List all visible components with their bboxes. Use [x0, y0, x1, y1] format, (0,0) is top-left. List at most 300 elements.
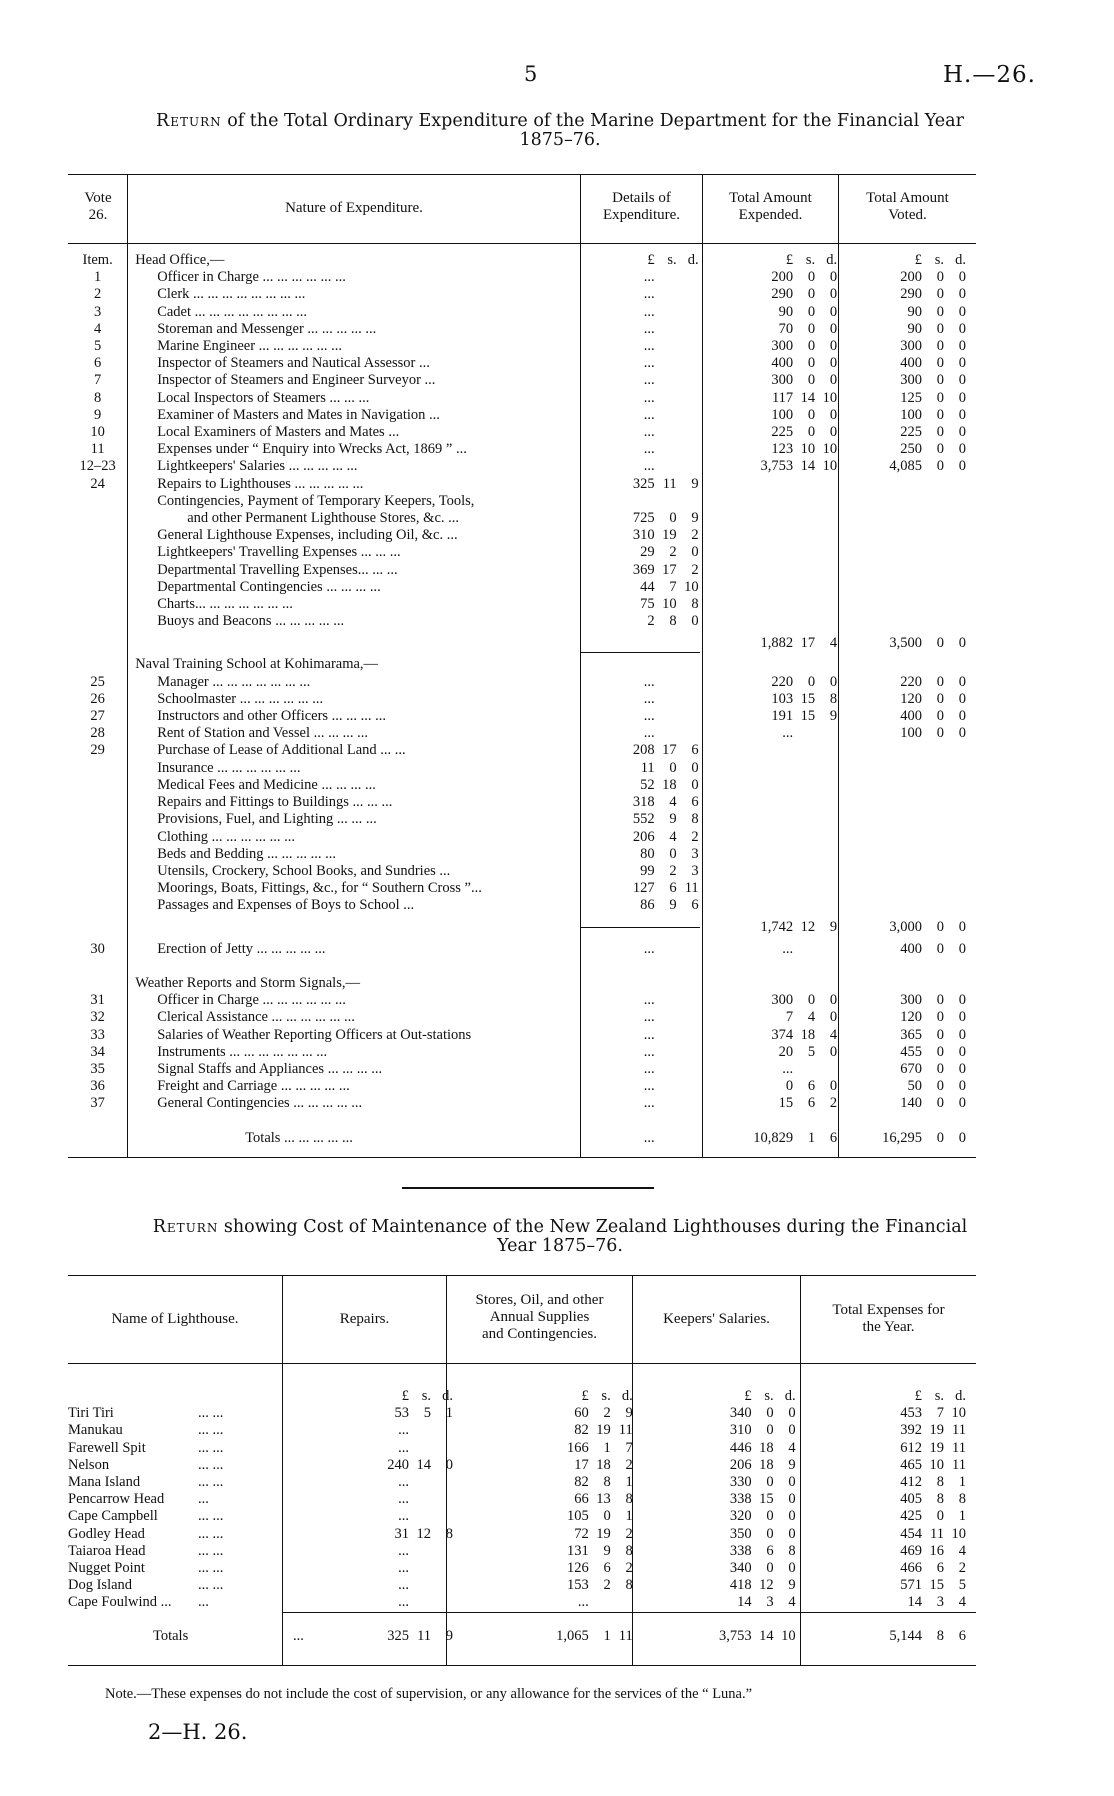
table-row [68, 760, 976, 777]
amount-shillings: 0 [936, 424, 944, 441]
amount-pounds: 60 [574, 1405, 589, 1422]
amount-pence: 0 [958, 1060, 966, 1077]
amount-shillings: 3 [936, 1594, 944, 1611]
amount-shillings: 17 [662, 561, 677, 578]
amount-pence [431, 1543, 453, 1560]
t2-header-repairs: Repairs. [339, 1311, 390, 1327]
amount-shillings: 0 [669, 759, 677, 776]
amount-pence: 8 [958, 1491, 966, 1508]
amount-shillings: 0 [936, 320, 944, 337]
amount-pence: 0 [829, 355, 838, 372]
amount-pence: 0 [958, 940, 966, 957]
amount-shillings: 17 [662, 742, 677, 759]
table1-top-rule [68, 174, 976, 175]
amount-pounds: 240 [387, 1456, 410, 1473]
amount-pence [677, 1130, 699, 1147]
return1-title-rest: of the Total Ordinary Expenditure of the Marine Department for the Financial Year [221, 111, 964, 131]
expenditure-nature: Provisions, Fuel, and Lighting ... ... ... [157, 811, 377, 828]
amount-shillings: 14 [800, 389, 816, 406]
amount-pounds: 300 [771, 992, 794, 1009]
amount-pence: 8 [625, 1491, 633, 1508]
amount-shillings: 8 [603, 1474, 611, 1491]
table-row [68, 630, 976, 656]
amount-shillings: s. [421, 1388, 432, 1404]
amount-pounds: ... [643, 1078, 655, 1095]
table-row [68, 476, 976, 493]
table-row [68, 304, 976, 321]
amount-shillings: 0 [766, 1405, 774, 1422]
amount-pounds: 1,742 [760, 918, 794, 935]
amount-shillings: 5 [807, 1043, 816, 1060]
amount-pence [677, 321, 699, 338]
amount-pounds: 412 [900, 1474, 922, 1491]
amount-pounds: 340 [729, 1560, 752, 1577]
amount-shillings: 0 [807, 424, 816, 441]
amount-shillings [655, 725, 677, 742]
amount-shillings: 11 [662, 475, 677, 492]
amount-pounds: 200 [771, 269, 794, 286]
amount-pence [431, 1508, 453, 1525]
expenditure-nature: Instructors and other Officers ... ... ... ... [157, 708, 387, 725]
amount-pounds: 290 [900, 286, 922, 303]
item-number [68, 897, 127, 914]
amount-shillings: 19 [929, 1422, 944, 1439]
amount-shillings: 0 [936, 708, 944, 725]
amount-shillings: 8 [669, 613, 677, 630]
table-row [68, 1027, 976, 1044]
amount-pence: 1 [958, 1508, 966, 1525]
amount-pounds: 126 [566, 1560, 589, 1577]
amount-shillings [655, 424, 677, 441]
expenditure-nature: Weather Reports and Storm Signals,— [135, 974, 360, 991]
amount-pence [815, 725, 837, 742]
item-number: 8 [93, 389, 102, 406]
table2-bottom-rule [68, 1665, 976, 1666]
amount-pounds: 350 [729, 1525, 752, 1542]
item-number [68, 493, 127, 510]
amount-pounds: ... [643, 372, 655, 389]
amount-shillings [409, 1440, 431, 1457]
amount-pounds: ... [398, 1560, 410, 1577]
amount-shillings: 8 [936, 1491, 944, 1508]
expenditure-nature: Officer in Charge ... ... ... ... ... ... [157, 269, 346, 286]
lighthouse-name: Tiri Tiri [68, 1405, 114, 1422]
header-voted-line1: Total Amount [866, 190, 949, 206]
item-number: 9 [93, 406, 102, 423]
amount-pounds: 325 [632, 475, 655, 492]
amount-pounds: 99 [640, 862, 655, 879]
amount-pence: 10 [822, 441, 838, 458]
amount-pounds: 10,829 [753, 1129, 794, 1146]
table-row [68, 1388, 976, 1405]
table-row [68, 1457, 976, 1474]
amount-pence: 0 [691, 776, 699, 793]
amount-shillings [655, 708, 677, 725]
amount-pounds: ... [643, 458, 655, 475]
amount-pounds: 105 [566, 1508, 589, 1525]
amount-pounds: 80 [640, 845, 655, 862]
header-expended-line1: Total Amount [729, 190, 812, 206]
amount-pounds: ... [398, 1577, 410, 1594]
amount-pence [677, 1061, 699, 1078]
item-number [68, 794, 127, 811]
amount-pence: 10 [781, 1627, 796, 1644]
amount-pounds: 31 [394, 1525, 410, 1542]
amount-pence: 0 [829, 269, 838, 286]
amount-pence [677, 1095, 699, 1112]
amount-pence: 0 [829, 372, 838, 389]
amount-pounds: ... [643, 673, 655, 690]
amount-pence: d. [955, 252, 966, 268]
amount-pence: 0 [958, 286, 966, 303]
item-number: 36 [90, 1078, 105, 1095]
lighthouse-table [68, 1388, 976, 1645]
amount-pounds: 131 [566, 1542, 589, 1559]
return1-title-lead: Return [156, 111, 222, 131]
item-number [68, 915, 127, 941]
amount-pence: 4 [788, 1594, 796, 1611]
expenditure-nature: Expenses under “ Enquiry into Wrecks Act, 1869 ” ... [157, 441, 467, 458]
table1-header-rule [68, 243, 976, 244]
amount-pence: 11 [952, 1439, 966, 1456]
amount-pounds: 418 [729, 1577, 752, 1594]
amount-shillings: 0 [807, 320, 816, 337]
expenditure-nature: General Lighthouse Expenses, including Oil, &c. ... [157, 527, 458, 544]
amount-pounds: ... [643, 269, 655, 286]
amount-shillings: 0 [936, 634, 944, 651]
expenditure-nature: Medical Fees and Medicine ... ... ... ... [157, 776, 376, 793]
amount-pence [431, 1474, 453, 1491]
table-row [68, 794, 976, 811]
table-row [68, 742, 976, 759]
table-row [68, 674, 976, 691]
item-number [68, 1113, 127, 1130]
expenditure-nature: Repairs and Fittings to Buildings ... ... ... [157, 794, 393, 811]
amount-pence: 0 [788, 1560, 796, 1577]
amount-pounds: ... [643, 286, 655, 303]
amount-pounds: 127 [632, 880, 655, 897]
amount-pence [431, 1422, 453, 1439]
amount-shillings: 10 [929, 1456, 944, 1473]
amount-pence: 0 [829, 1009, 838, 1026]
item-number: 25 [90, 673, 105, 690]
table-row [68, 321, 976, 338]
amount-pounds: 15 [778, 1095, 794, 1112]
amount-pence: 10 [684, 578, 699, 595]
table1-bottom-rule [68, 1157, 976, 1158]
table-row [68, 544, 976, 561]
amount-shillings [655, 691, 677, 708]
amount-pence: 0 [958, 338, 966, 355]
amount-pence: 4 [958, 1542, 966, 1559]
amount-shillings [655, 1095, 677, 1112]
amount-shillings [655, 338, 677, 355]
amount-pence: 1 [625, 1508, 633, 1525]
amount-pence: 0 [829, 1078, 838, 1095]
amount-pounds: 1,882 [760, 634, 794, 651]
amount-pence: 0 [829, 673, 838, 690]
amount-shillings: 12 [416, 1525, 432, 1542]
amount-pounds: 191 [771, 708, 794, 725]
amount-shillings: 7 [669, 578, 677, 595]
header-vote-label: Vote [84, 190, 112, 206]
amount-pounds: ... [398, 1508, 410, 1525]
amount-pence: 0 [958, 992, 966, 1009]
amount-pounds: 14 [737, 1594, 752, 1611]
amount-shillings [655, 674, 677, 691]
table-row [68, 1440, 976, 1457]
t2-header-total-line2: the Year. [862, 1319, 915, 1335]
totals-row [68, 1628, 976, 1645]
amount-pounds: 72 [574, 1525, 589, 1542]
amount-pounds: 405 [900, 1491, 922, 1508]
amount-pence: 10 [951, 1405, 966, 1422]
amount-pence: 5 [958, 1577, 966, 1594]
table-row [68, 708, 976, 725]
amount-pounds: 208 [632, 742, 655, 759]
t2-header-stores-line3: and Contingencies. [482, 1326, 597, 1342]
amount-shillings: 0 [936, 673, 944, 690]
amount-pence: 1 [625, 1474, 633, 1491]
amount-pounds: 300 [900, 338, 922, 355]
amount-shillings: 18 [759, 1439, 774, 1456]
return1-title-line2: 1875–76. [519, 130, 601, 150]
amount-pence: 0 [958, 690, 966, 707]
amount-shillings: 0 [807, 338, 816, 355]
lighthouse-name: Mana Island [68, 1474, 141, 1491]
amount-shillings: 0 [936, 1095, 944, 1112]
amount-pence: 9 [691, 475, 699, 492]
amount-pence: 4 [829, 1026, 838, 1043]
amount-shillings [655, 1078, 677, 1095]
amount-shillings: 0 [807, 355, 816, 372]
amount-shillings: 2 [603, 1405, 611, 1422]
amount-pounds: £ [401, 1388, 410, 1404]
amount-pounds: 206 [632, 828, 655, 845]
expenditure-nature: Erection of Jetty ... ... ... ... ... [157, 940, 326, 957]
amount-shillings [655, 1061, 677, 1078]
table-row [68, 441, 976, 458]
amount-pounds: 82 [574, 1474, 589, 1491]
amount-shillings: 0 [936, 1078, 944, 1095]
leader-dots: ... ... [198, 1577, 224, 1594]
amount-pounds: 465 [900, 1456, 922, 1473]
amount-shillings: 14 [800, 458, 816, 475]
amount-shillings: 1 [807, 1129, 816, 1146]
amount-shillings: 0 [936, 918, 944, 935]
table-row [68, 897, 976, 914]
leader-dots: ... [293, 1627, 304, 1644]
amount-shillings: 15 [929, 1577, 944, 1594]
expenditure-nature: Buoys and Beacons ... ... ... ... ... [157, 613, 345, 630]
item-number: 6 [93, 355, 102, 372]
amount-pence: 0 [958, 1078, 966, 1095]
amount-pounds: ... [643, 441, 655, 458]
expenditure-nature: Officer in Charge ... ... ... ... ... ... [157, 992, 346, 1009]
amount-shillings [409, 1508, 431, 1525]
expenditure-nature: General Contingencies ... ... ... ... ... [157, 1095, 363, 1112]
amount-pounds: ... [643, 424, 655, 441]
amount-pounds: 290 [771, 286, 794, 303]
amount-shillings: 18 [800, 1026, 816, 1043]
amount-pounds: ... [782, 725, 794, 742]
amount-pence [677, 691, 699, 708]
amount-shillings: 3 [766, 1594, 774, 1611]
amount-pence: 11 [684, 880, 699, 897]
amount-pence: 11 [952, 1422, 966, 1439]
amount-pence: 0 [691, 544, 699, 561]
amount-pence: 9 [445, 1627, 454, 1644]
amount-shillings: 19 [662, 527, 677, 544]
expenditure-nature: Local Examiners of Masters and Mates ... [157, 424, 400, 441]
amount-pence: d. [442, 1388, 454, 1404]
item-number [68, 975, 127, 992]
amount-pounds: ... [643, 1129, 655, 1146]
amount-pence: 0 [829, 320, 838, 337]
t2-header-stores-line2: Annual Supplies [489, 1309, 590, 1325]
amount-shillings: 0 [936, 1043, 944, 1060]
table-row [68, 975, 976, 992]
amount-pounds: 466 [900, 1560, 922, 1577]
amount-shillings: 0 [936, 338, 944, 355]
return2-title-lead: Return [152, 1217, 219, 1237]
item-number [68, 656, 127, 673]
amount-pence: 0 [958, 389, 966, 406]
amount-pounds: ... [643, 320, 655, 337]
amount-shillings: 1 [603, 1439, 611, 1456]
expenditure-nature: Naval Training School at Kohimarama,— [135, 656, 379, 673]
amount-pence [677, 338, 699, 355]
table-row [68, 880, 976, 897]
amount-shillings: 1 [603, 1627, 611, 1644]
amount-pounds: £ [785, 252, 794, 268]
amount-shillings: 0 [807, 269, 816, 286]
amount-pounds: ... [398, 1422, 410, 1439]
item-number: 30 [90, 940, 105, 957]
expenditure-nature: Manager ... ... ... ... ... ... ... [157, 673, 311, 690]
item-number [68, 544, 127, 561]
amount-shillings: 7 [936, 1405, 944, 1422]
amount-shillings: 10 [662, 596, 677, 613]
header-nature: Nature of Expenditure. [285, 200, 423, 216]
amount-pounds: ... [643, 406, 655, 423]
amount-pounds: 90 [778, 303, 794, 320]
amount-pence [431, 1577, 453, 1594]
amount-pounds: 2 [647, 613, 655, 630]
item-number: 7 [93, 372, 102, 389]
lighthouse-name: Dog Island [68, 1577, 133, 1594]
amount-pence: 9 [788, 1577, 796, 1594]
amount-pounds: ... [398, 1474, 410, 1491]
amount-shillings: 0 [936, 372, 944, 389]
table-row [68, 1577, 976, 1594]
amount-pence [677, 390, 699, 407]
table-row [68, 1095, 976, 1112]
expenditure-nature: Salaries of Weather Reporting Officers at Out-stations [157, 1026, 472, 1043]
amount-shillings: 0 [936, 992, 944, 1009]
amount-shillings: 0 [936, 355, 944, 372]
amount-pounds: 310 [632, 527, 655, 544]
amount-pence [677, 1027, 699, 1044]
lighthouse-name: Totals [153, 1627, 189, 1644]
amount-pence: 0 [445, 1456, 454, 1473]
amount-shillings: 6 [669, 880, 677, 897]
amount-pence [677, 304, 699, 321]
amount-shillings: 4 [669, 794, 677, 811]
amount-shillings: 0 [936, 286, 944, 303]
expenditure-nature: Contingencies, Payment of Temporary Keepers, Tools, [157, 492, 475, 509]
table-row [68, 863, 976, 880]
amount-pence [677, 424, 699, 441]
amount-shillings [793, 941, 815, 958]
amount-pounds: 7 [785, 1009, 794, 1026]
amount-pence [431, 1440, 453, 1457]
amount-shillings: 18 [662, 776, 677, 793]
expenditure-nature: Passages and Expenses of Boys to School ... [157, 897, 415, 914]
amount-pounds: 225 [900, 424, 922, 441]
amount-pence: 0 [958, 708, 966, 725]
item-number: 27 [90, 708, 105, 725]
leader-dots: ... ... [198, 1542, 224, 1559]
amount-pence: 0 [829, 992, 838, 1009]
amount-pence: 9 [829, 918, 838, 935]
expenditure-table [68, 252, 976, 1147]
amount-pounds: 90 [907, 320, 922, 337]
amount-pounds: 469 [900, 1542, 922, 1559]
amount-pounds: 400 [771, 355, 794, 372]
item-number: 11 [90, 441, 105, 458]
item-number: 5 [93, 338, 102, 355]
amount-pence: 0 [958, 269, 966, 286]
expenditure-nature: Schoolmaster ... ... ... ... ... ... [157, 690, 324, 707]
amount-pounds: 14 [907, 1594, 922, 1611]
amount-shillings: 0 [766, 1525, 774, 1542]
return2-title [60, 1218, 1060, 1256]
amount-pounds: ... [398, 1594, 410, 1611]
expenditure-nature: Beds and Bedding ... ... ... ... ... [157, 845, 337, 862]
amount-shillings: 4 [669, 828, 677, 845]
amount-shillings [655, 269, 677, 286]
amount-pounds: 318 [632, 794, 655, 811]
table-row [68, 1113, 976, 1130]
amount-shillings: s. [667, 252, 677, 268]
amount-pence [677, 269, 699, 286]
amount-shillings [655, 1009, 677, 1026]
item-number: 29 [90, 742, 105, 759]
amount-shillings: 12 [800, 918, 816, 935]
table-row [68, 1009, 976, 1026]
table2-header-rule [68, 1363, 976, 1364]
header-vote [68, 190, 128, 224]
amount-pence: 6 [958, 1627, 966, 1644]
amount-pounds: 300 [900, 372, 922, 389]
amount-pence [677, 355, 699, 372]
amount-shillings: 19 [929, 1439, 944, 1456]
amount-pence: 0 [829, 424, 838, 441]
leader-dots: ... ... [198, 1525, 224, 1542]
leader-dots: ... [198, 1491, 209, 1508]
leader-dots: ... ... [198, 1560, 224, 1577]
expenditure-nature: Purchase of Lease of Additional Land ... ... [157, 742, 406, 759]
amount-shillings: 15 [800, 708, 816, 725]
amount-shillings: 8 [936, 1627, 944, 1644]
amount-pounds: 310 [729, 1422, 752, 1439]
amount-pounds: 425 [900, 1508, 922, 1525]
amount-shillings [655, 941, 677, 958]
amount-pounds: 75 [640, 596, 655, 613]
amount-pounds: 29 [640, 544, 655, 561]
amount-pounds: 3,500 [889, 634, 922, 651]
